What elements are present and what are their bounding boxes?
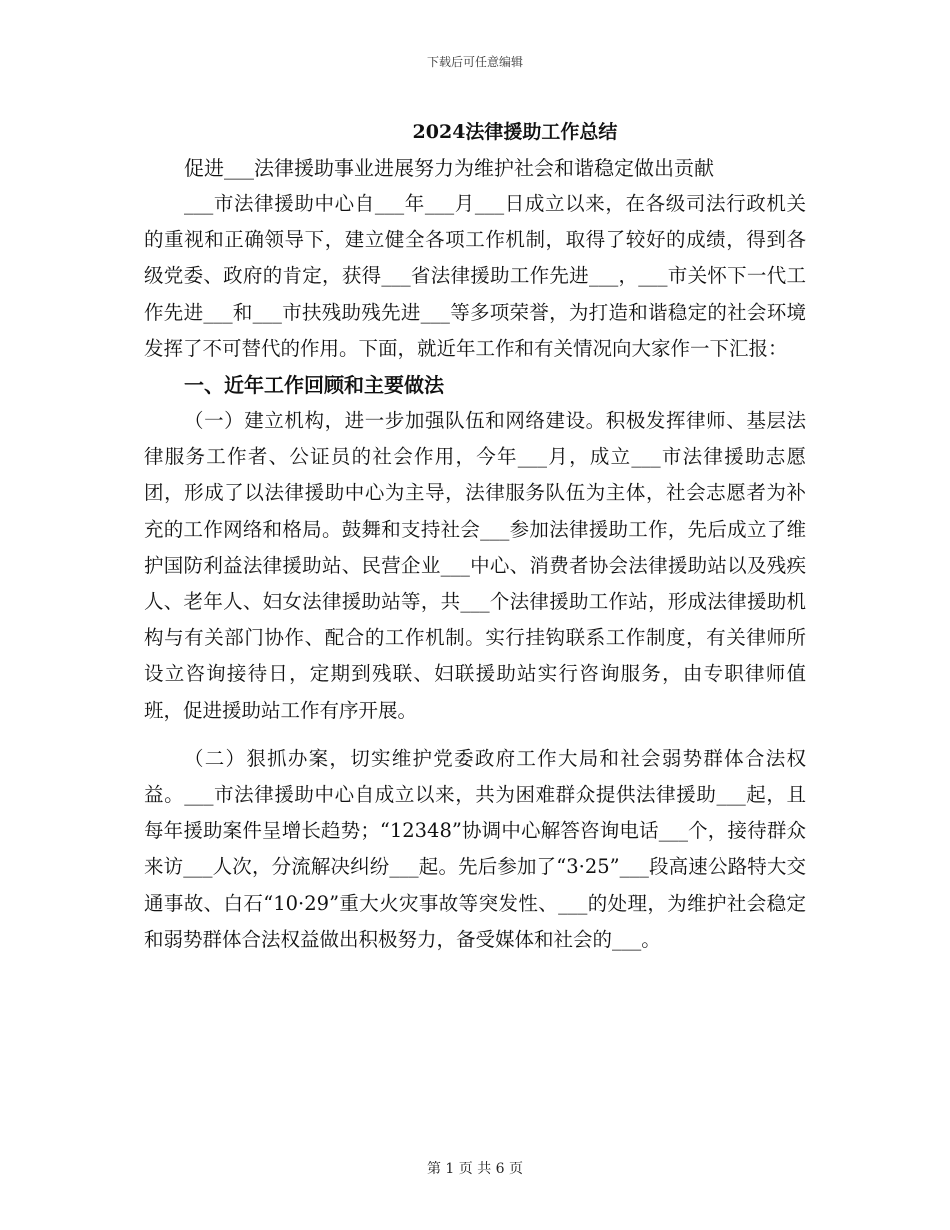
document-body <box>144 110 806 958</box>
intro-paragraph: ___市法律援助中心自___年___月___日成立以来，在各级司法行政机关的重视和正确领导下，建立健全各项工作机制，取得了较好的成绩，得到各级党委、政府的肯定，获得___省法律援助工作先进___，___市关怀下一代工作先进___和___市扶残助残先进___等多项荣誉，为打造和谐稳定的社会环境发挥了不可替代的作用。下面，就近年工作和有关情况向大家作一下汇报： <box>144 192 806 360</box>
header-note: 下载后可任意编辑 <box>426 55 523 69</box>
page-number: 第 1 页 共 6 页 <box>426 1161 524 1177</box>
paragraph-1: （一）建立机构，进一步加强队伍和网络建设。积极发挥律师、基层法律服务工作者、公证员的社会作用，今年___月，成立___市法律援助志愿团，形成了以法律援助中心为主导，法律服务队伍为主体，社会志愿者为补充的工作网络和格局。鼓舞和支持社会___参加法律援助工作，先后成立了维护国防利益法律援助站、民营企业___中心、消费者协会法律援助站以及残疾人、老年人、妇女法律援助站等，共___个法律援助工作站，形成法律援助机构与有关部门协作、配合的工作机制。实行挂钩联系工作制度，有关律师所设立咨询接待日，定期到残联、妇联援助站实行咨询服务，由专职律师值班，促进援助站工作有序开展。 <box>144 409 806 722</box>
paragraph-2: （二）狠抓办案，切实维护党委政府工作大局和社会弱势群体合法权益。___市法律援助中心自成立以来，共为困难群众提供法律援助___起，且每年援助案件呈增长趋势；“12348”协调中心解答咨询电话___个，接待群众来访___人次，分流解决纠纷___起。先后参加了“3·25”___段高速公路特大交通事故、白石“10·29”重大火灾事故等突发性、___的处理，为维护社会稳定和弱势群体合法权益做出积极努力，备受媒体和社会的___。 <box>144 746 806 951</box>
document-title: 2024法律援助工作总结 <box>412 121 618 143</box>
document-subtitle: 促进___法律援助事业进展努力为维护社会和谐稳定做出贡献 <box>184 156 714 180</box>
section-heading: 一、近年工作回顾和主要做法 <box>184 373 444 398</box>
